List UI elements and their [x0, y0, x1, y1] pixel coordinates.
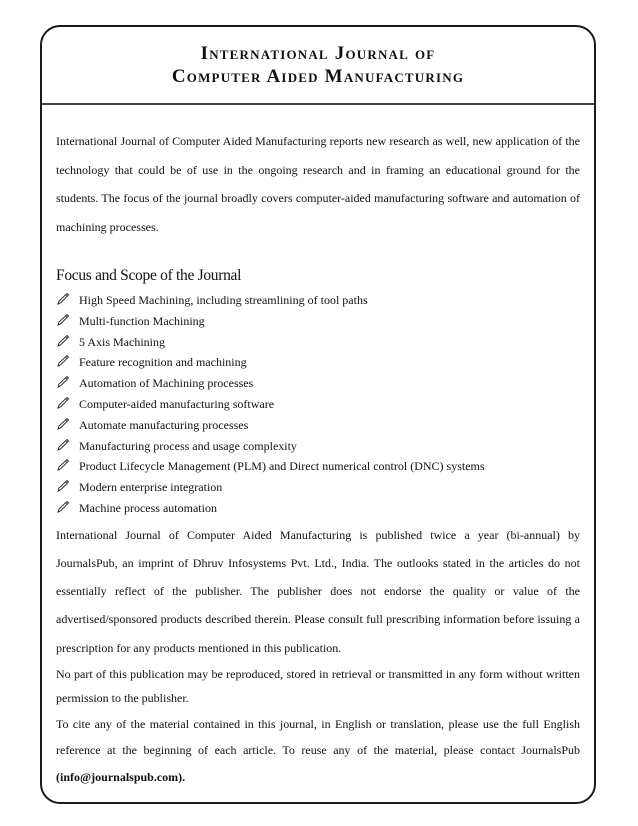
- focus-list-item: [56, 436, 580, 457]
- pen-icon: [56, 438, 70, 452]
- pen-icon: [56, 417, 70, 431]
- focus-item-label: Feature recognition and machining: [79, 355, 247, 370]
- intro-paragraph: International Journal of Computer Aided Manufacturing reports new research as well, new application of the technology that could be of use in the ongoing research and in framing an educational ground for the students. The focus of the journal broadly covers computer-aided manufacturing software and automation of machining processes.: [56, 134, 580, 234]
- pen-icon: [56, 396, 70, 410]
- focus-item-label: Automate manufacturing processes: [79, 417, 249, 432]
- focus-list-item: [56, 456, 580, 477]
- focus-item-label: 5 Axis Machining: [79, 334, 165, 349]
- cite-paragraph: [56, 711, 580, 791]
- pen-icon: [56, 479, 70, 493]
- focus-list-item: [56, 332, 580, 353]
- focus-item-label: Multi-function Machining: [79, 313, 205, 328]
- focus-list-item: [56, 311, 580, 332]
- focus-list: [56, 290, 580, 519]
- focus-item-label: High Speed Machining, including streamlining of tool paths: [79, 293, 368, 307]
- focus-list-item: [56, 498, 580, 519]
- focus-item-label: Machine process automation: [79, 500, 217, 515]
- pen-icon: [56, 292, 70, 306]
- page-frame: [40, 25, 596, 804]
- publication-paragraph: International Journal of Computer Aided Manufacturing is published twice a year (bi-annual) by JournalsPub, an imprint of Dhruv Infosystems Pvt. Ltd., India. The outlooks stated in the articles do not essentially reflect of the publisher. The publisher does not endorse the quality or value of the advertised/sponsored products described therein. Please consult full prescribing information before issuing a prescription for any products mentioned in this publication.: [56, 527, 580, 655]
- focus-list-item: [56, 394, 580, 415]
- journal-header: [42, 27, 594, 103]
- cite-text: To cite any of the material contained in this journal, in English or translation, please use the full English reference at the beginning of each article. To reuse any of the material, please contact JournalsPub: [56, 716, 580, 758]
- focus-list-item: [56, 290, 580, 311]
- focus-item-label: Computer-aided manufacturing software: [79, 396, 275, 411]
- pen-icon: [56, 458, 70, 472]
- pen-icon: [56, 313, 70, 327]
- contact-email: (info@journalspub.com).: [56, 769, 186, 784]
- pen-icon: [56, 375, 70, 389]
- focus-item-label: Automation of Machining processes: [79, 376, 254, 391]
- focus-list-item: [56, 373, 580, 394]
- pen-icon: [56, 500, 70, 514]
- header-divider: [42, 103, 594, 105]
- pen-icon: [56, 334, 70, 348]
- pen-icon: [56, 354, 70, 368]
- focus-item-label: Product Lifecycle Management (PLM) and Direct numerical control (DNC) systems: [79, 459, 485, 474]
- focus-list-item: [56, 477, 580, 498]
- journal-title-line-2: Computer Aided Manufacturing: [171, 66, 465, 87]
- page-content: [56, 127, 580, 790]
- focus-list-item: [56, 415, 580, 436]
- focus-item-label: Manufacturing process and usage complexity: [79, 438, 297, 453]
- journal-title-line-1: International Journal of: [200, 43, 436, 64]
- focus-item-label: Modern enterprise integration: [79, 480, 223, 495]
- rights-paragraph: No part of this publication may be reproduced, stored in retrieval or transmitted in any form without written permission to the publisher.: [56, 666, 580, 706]
- focus-list-item: [56, 352, 580, 373]
- focus-heading: Focus and Scope of the Journal: [56, 267, 242, 284]
